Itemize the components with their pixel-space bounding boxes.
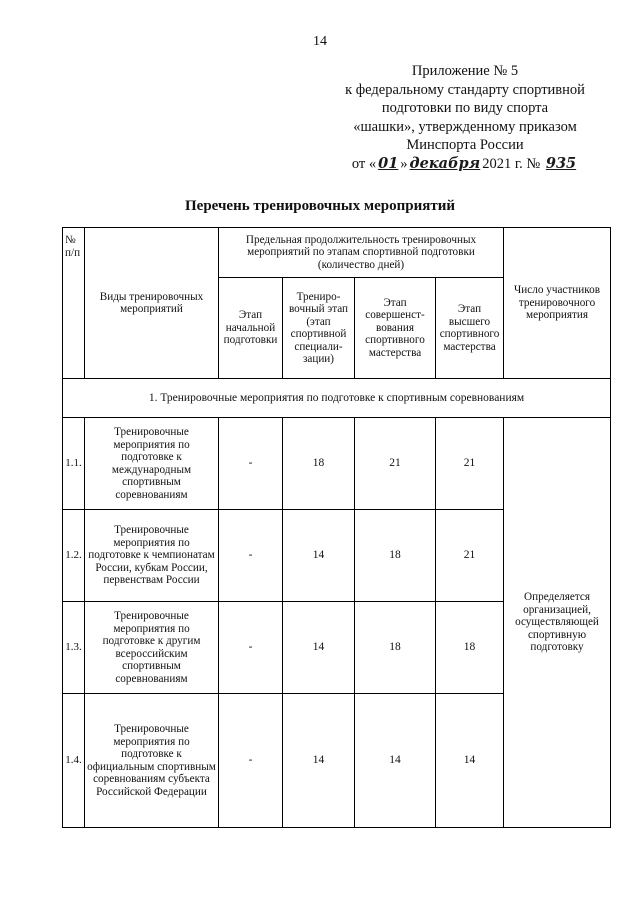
header-stage-improvement: Этап совершенст-вования спортивного мастерства [355, 278, 436, 379]
row-value-initial: - [219, 510, 283, 602]
date-year: 2021 г. № [482, 155, 541, 172]
date-prefix: от « [351, 155, 377, 172]
row-value-training: 14 [283, 602, 355, 694]
header-event-types: Виды тренировочных мероприятий [85, 228, 219, 379]
row-value-improvement: 18 [355, 602, 436, 694]
row-value-higher: 21 [436, 418, 504, 510]
row-event-name: Тренировочные мероприятия по подготовке к чемпионатам России, кубкам России, первенствам России [85, 510, 219, 602]
handwritten-month: декабря [409, 154, 481, 172]
handwritten-day: 01 [378, 154, 399, 172]
row-value-training: 14 [283, 510, 355, 602]
appendix-line-1: Приложение № 5 [411, 63, 519, 79]
row-number: 1.3. [63, 602, 85, 694]
row-value-training: 18 [283, 418, 355, 510]
row-value-higher: 14 [436, 694, 504, 828]
row-value-improvement: 18 [355, 510, 436, 602]
row-value-initial: - [219, 694, 283, 828]
row-event-name: Тренировочные мероприятия по подготовке к международным спортивным соревнованиям [85, 418, 219, 510]
row-value-improvement: 21 [355, 418, 436, 510]
header-duration: Предельная продолжительность тренировочных мероприятий по этапам спортивной подготовки (количество дней) [219, 228, 504, 278]
header-stage-higher: Этап высшего спортивного мастерства [436, 278, 504, 379]
row-number: 1.2. [63, 510, 85, 602]
row-event-name: Тренировочные мероприятия по подготовке к официальным спортивным соревнованиям субъекта Российской Федерации [85, 694, 219, 828]
table-row [63, 418, 611, 510]
row-value-higher: 21 [436, 510, 504, 602]
training-events-table [62, 227, 611, 828]
header-stage-training: Трениро-вочный этап (этап спортивной специали-зации) [283, 278, 355, 379]
appendix-line-3: подготовки по виду спорта [381, 100, 549, 116]
handwritten-number: 935 [545, 154, 577, 172]
row-number: 1.4. [63, 694, 85, 828]
header-row-1 [63, 228, 611, 278]
section-row [63, 379, 611, 418]
appendix-block [310, 62, 620, 173]
appendix-line-2: к федеральному стандарту спортивной [345, 81, 585, 98]
header-participants: Число участников тренировочного мероприятия [504, 228, 611, 379]
row-value-higher: 18 [436, 602, 504, 694]
participants-note: Определяется организацией, осуществляющей спортивную подготовку [504, 418, 611, 828]
date-mid: » [400, 155, 408, 172]
appendix-line-5: Минспорта России [406, 137, 524, 153]
row-value-initial: - [219, 602, 283, 694]
section-title: 1. Тренировочные мероприятия по подготовке к спортивным соревнованиям [63, 379, 611, 418]
header-num: № п/п [63, 228, 85, 379]
row-event-name: Тренировочные мероприятия по подготовке к другим всероссийским спортивным соревнованиям [85, 602, 219, 694]
document-title: Перечень тренировочных мероприятий [185, 198, 455, 214]
order-date-line [310, 155, 620, 174]
row-number: 1.1. [63, 418, 85, 510]
appendix-line-4: «шашки», утвержденному приказом [353, 118, 577, 135]
header-stage-initial: Этап начальной подготовки [219, 278, 283, 379]
page-number: 14 [313, 34, 327, 49]
row-value-improvement: 14 [355, 694, 436, 828]
row-value-training: 14 [283, 694, 355, 828]
row-value-initial: - [219, 418, 283, 510]
